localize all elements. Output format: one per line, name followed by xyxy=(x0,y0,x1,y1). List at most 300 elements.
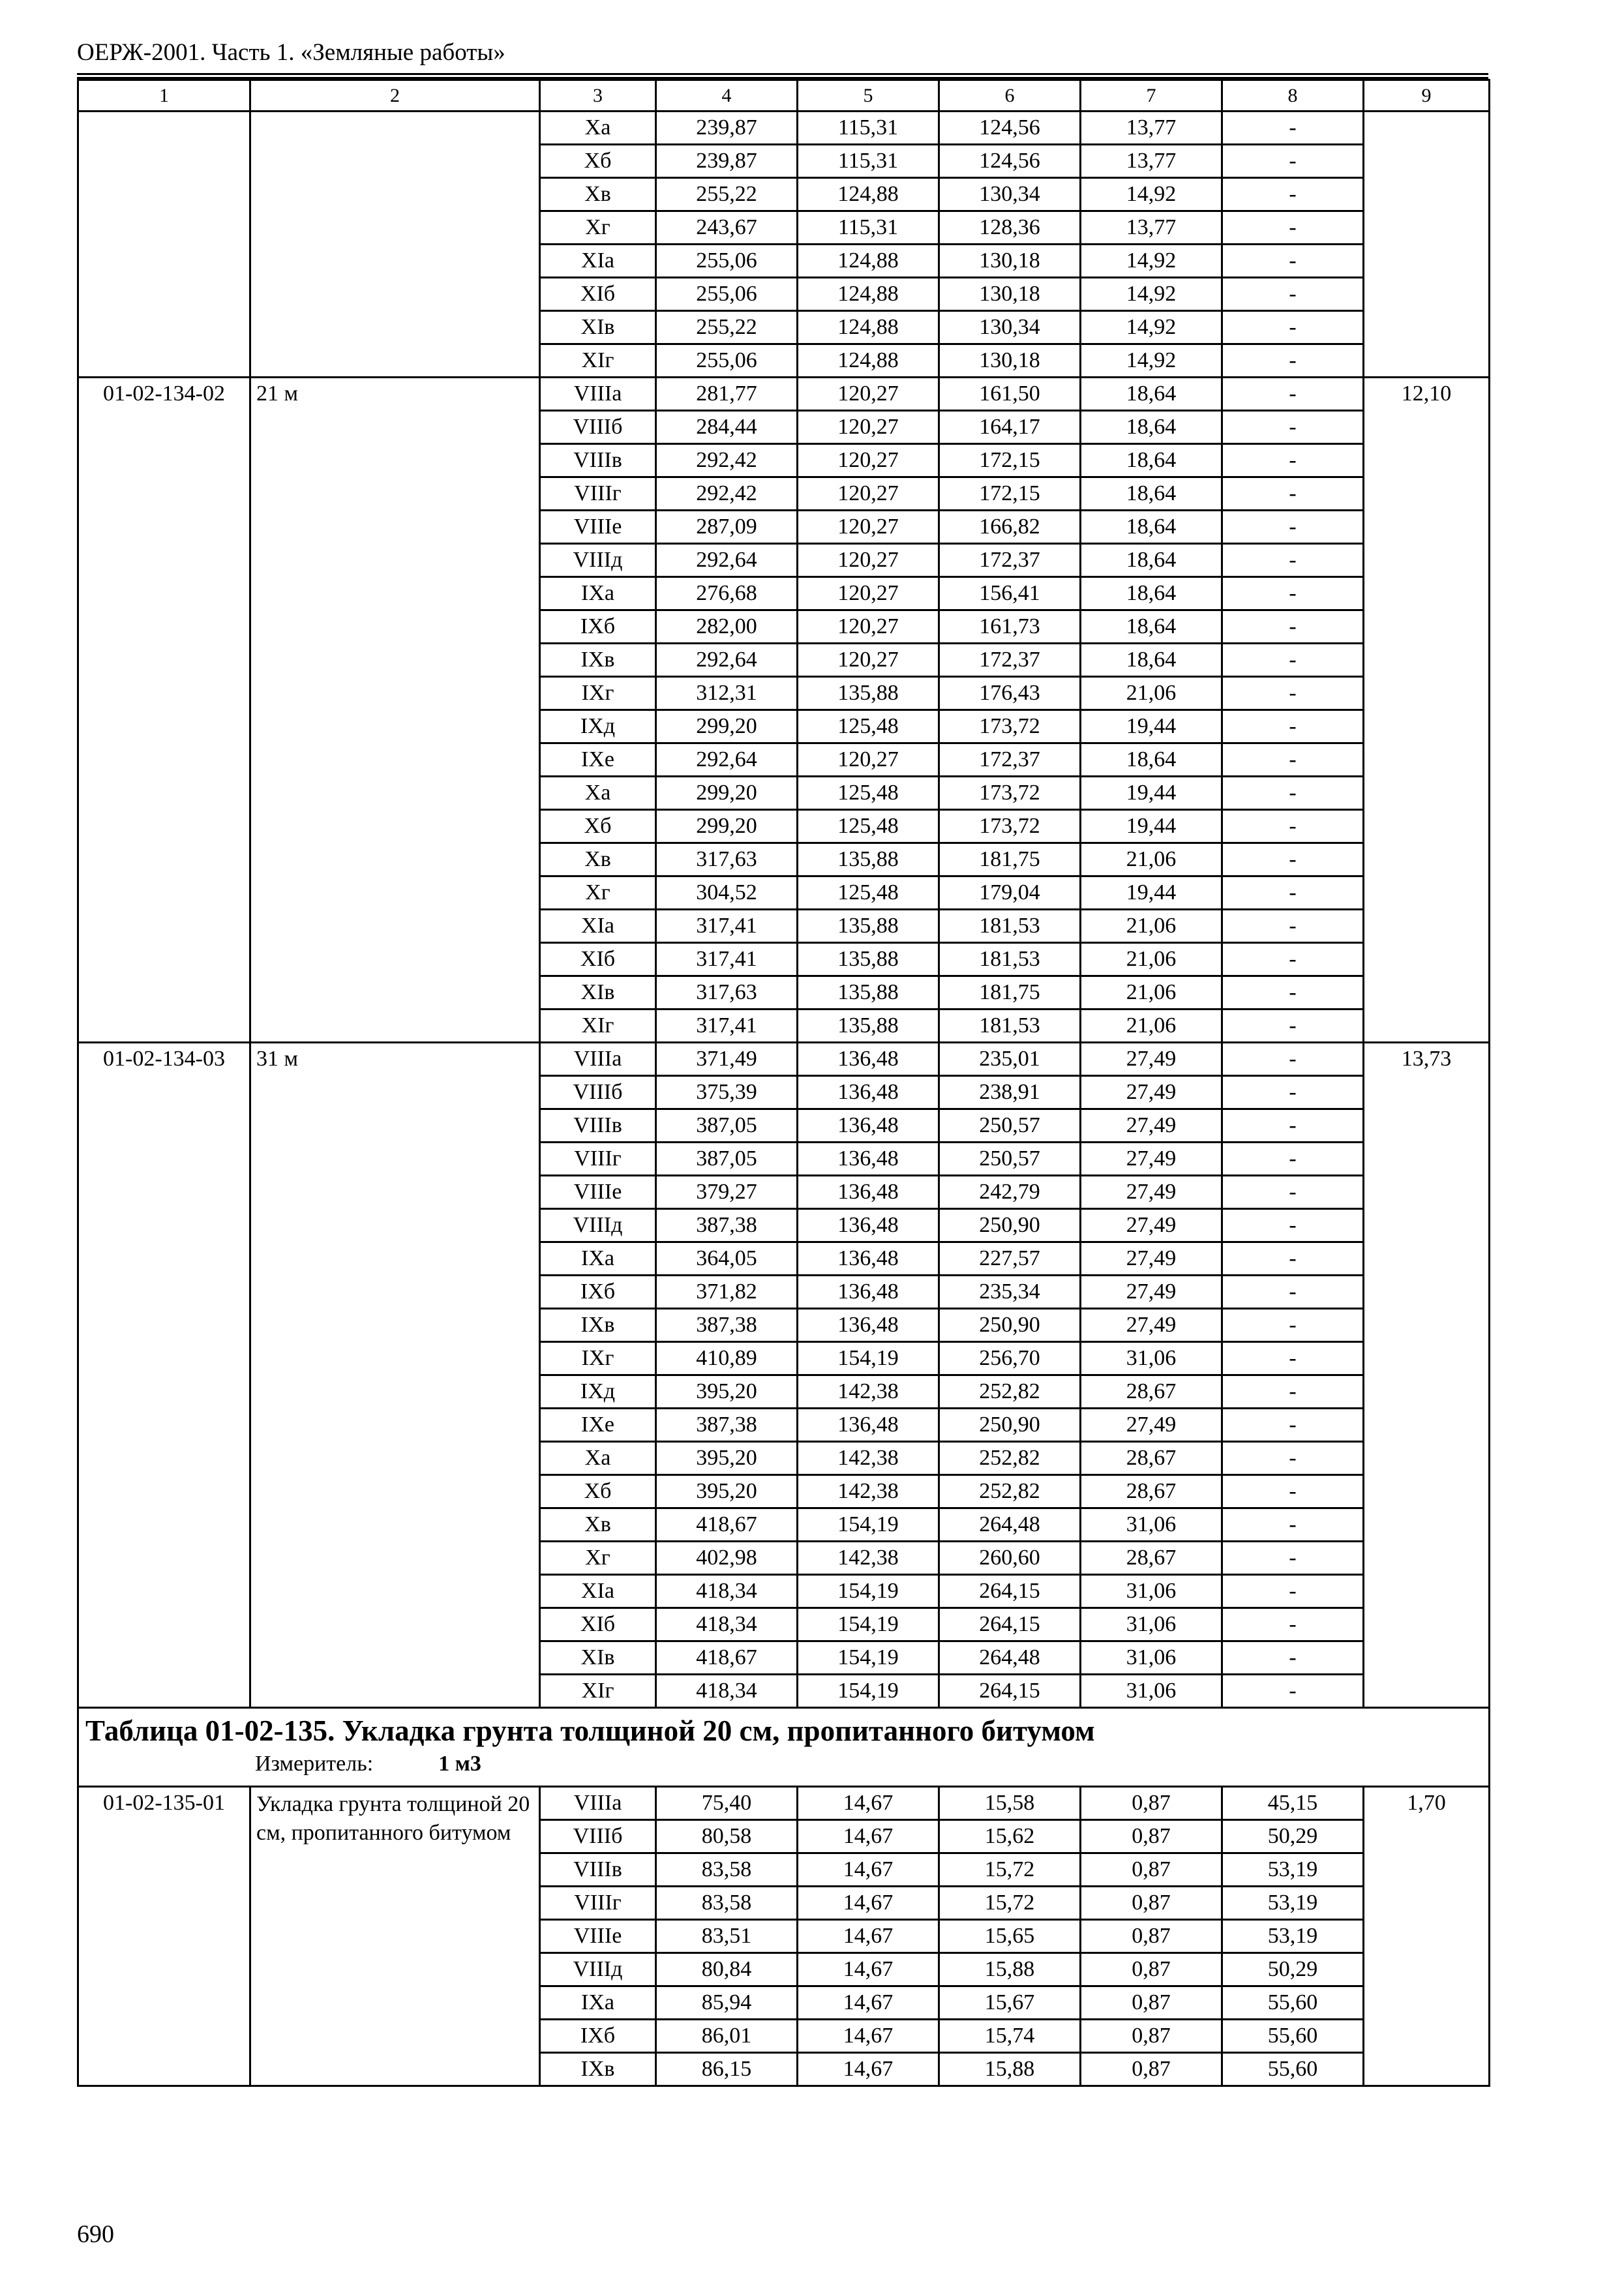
value-cell: - xyxy=(1222,577,1364,610)
value-cell: 136,48 xyxy=(798,1143,939,1176)
value-cell: 124,88 xyxy=(798,311,939,344)
value-cell: 287,09 xyxy=(656,511,798,544)
value-cell: Xб xyxy=(540,145,656,178)
unit-line xyxy=(85,1749,1488,1779)
value-cell: 179,04 xyxy=(939,876,1081,910)
value-cell: 115,31 xyxy=(798,145,939,178)
value-cell: Xг xyxy=(540,876,656,910)
value-cell: 176,43 xyxy=(939,677,1081,710)
unit-label: Измеритель: xyxy=(255,1752,374,1776)
value-cell: 276,68 xyxy=(656,577,798,610)
value-cell: 156,41 xyxy=(939,577,1081,610)
value-cell: 14,67 xyxy=(798,1820,939,1853)
value-cell: 0,87 xyxy=(1081,1820,1222,1853)
value-cell: XIв xyxy=(540,976,656,1010)
value-cell: 15,74 xyxy=(939,2020,1081,2053)
value-cell: 181,53 xyxy=(939,943,1081,976)
value-cell: 21,06 xyxy=(1081,976,1222,1010)
value-cell: 50,29 xyxy=(1222,1820,1364,1853)
value-cell: 120,27 xyxy=(798,544,939,577)
name-cell xyxy=(250,112,540,378)
rates-table xyxy=(77,79,1490,2087)
value-cell: 136,48 xyxy=(798,1109,939,1143)
value-cell: 18,64 xyxy=(1081,644,1222,677)
column-number: 9 xyxy=(1364,80,1490,112)
value-cell: 120,27 xyxy=(798,411,939,444)
value-cell: 14,92 xyxy=(1081,178,1222,211)
code-cell: 01-02-134-02 xyxy=(78,378,250,1043)
value-cell: 255,22 xyxy=(656,311,798,344)
value-cell: 128,36 xyxy=(939,211,1081,245)
name-cell: 21 м xyxy=(250,378,540,1043)
value-cell: 154,19 xyxy=(798,1575,939,1608)
table-row xyxy=(78,112,1490,145)
value-cell: 130,34 xyxy=(939,178,1081,211)
value-cell: XIб xyxy=(540,943,656,976)
value-cell: 264,15 xyxy=(939,1608,1081,1641)
value-cell: XIа xyxy=(540,1575,656,1608)
value-cell: 27,49 xyxy=(1081,1209,1222,1242)
value-cell: 27,49 xyxy=(1081,1043,1222,1076)
value-cell: 395,20 xyxy=(656,1475,798,1508)
value-cell: 172,37 xyxy=(939,544,1081,577)
code-cell: 01-02-134-03 xyxy=(78,1043,250,1708)
page-number: 690 xyxy=(77,2221,114,2248)
value-cell: Xг xyxy=(540,1542,656,1575)
value-cell: 18,64 xyxy=(1081,477,1222,511)
table-row xyxy=(78,1787,1490,1820)
value-cell: 124,56 xyxy=(939,112,1081,145)
value-cell: 31,06 xyxy=(1081,1608,1222,1641)
value-cell: 135,88 xyxy=(798,910,939,943)
value-cell: 292,42 xyxy=(656,477,798,511)
value-cell: 115,31 xyxy=(798,112,939,145)
value-cell: VIIIб xyxy=(540,1076,656,1109)
value-cell: VIIIг xyxy=(540,1143,656,1176)
value-cell: XIа xyxy=(540,245,656,278)
value-cell: 387,05 xyxy=(656,1143,798,1176)
value-cell: 136,48 xyxy=(798,1309,939,1342)
value-cell: 31,06 xyxy=(1081,1575,1222,1608)
value-cell: 292,64 xyxy=(656,544,798,577)
value-cell: 418,34 xyxy=(656,1608,798,1641)
value-cell: 284,44 xyxy=(656,411,798,444)
value-cell: - xyxy=(1222,444,1364,477)
value-cell: 27,49 xyxy=(1081,1309,1222,1342)
value-cell: 86,15 xyxy=(656,2053,798,2086)
value-cell: VIIIе xyxy=(540,1176,656,1209)
value-cell: 0,87 xyxy=(1081,1986,1222,2020)
value-cell: 282,00 xyxy=(656,610,798,644)
value-cell: 130,18 xyxy=(939,245,1081,278)
value-cell: 14,92 xyxy=(1081,311,1222,344)
value-cell: - xyxy=(1222,1409,1364,1442)
value-cell: 292,64 xyxy=(656,743,798,777)
value-cell: 136,48 xyxy=(798,1276,939,1309)
value-cell: 45,15 xyxy=(1222,1787,1364,1820)
value-cell: 250,90 xyxy=(939,1309,1081,1342)
rates-table-body xyxy=(78,80,1490,2086)
value-cell: - xyxy=(1222,344,1364,378)
code-cell: 01-02-135-01 xyxy=(78,1787,250,2086)
value-cell: 125,48 xyxy=(798,710,939,743)
value-cell: - xyxy=(1222,278,1364,311)
value-cell: - xyxy=(1222,1508,1364,1542)
value-cell: 164,17 xyxy=(939,411,1081,444)
name-cell: Укладка грунта толщиной 20 см, пропитанного битумом xyxy=(250,1787,540,2086)
value-cell: 120,27 xyxy=(798,644,939,677)
value-cell: - xyxy=(1222,511,1364,544)
value-cell: - xyxy=(1222,943,1364,976)
value-cell: Xа xyxy=(540,777,656,810)
value-cell: VIIIд xyxy=(540,544,656,577)
value-cell: Xг xyxy=(540,211,656,245)
value-cell: 14,67 xyxy=(798,1853,939,1887)
value-cell: VIIIе xyxy=(540,1920,656,1953)
unit-value: 1 м3 xyxy=(438,1752,481,1776)
value-cell: 53,19 xyxy=(1222,1853,1364,1887)
value-cell: - xyxy=(1222,677,1364,710)
value-cell: 53,19 xyxy=(1222,1920,1364,1953)
value-cell: 387,38 xyxy=(656,1209,798,1242)
value-cell: 264,15 xyxy=(939,1675,1081,1708)
column-number: 2 xyxy=(250,80,540,112)
value-cell: 371,82 xyxy=(656,1276,798,1309)
value-cell: 387,05 xyxy=(656,1109,798,1143)
value-cell: 256,70 xyxy=(939,1342,1081,1375)
value-cell: 264,48 xyxy=(939,1641,1081,1675)
value-cell: XIв xyxy=(540,1641,656,1675)
value-cell: 50,29 xyxy=(1222,1953,1364,1986)
resource-cell xyxy=(1364,112,1490,378)
value-cell: 239,87 xyxy=(656,145,798,178)
value-cell: - xyxy=(1222,1076,1364,1109)
value-cell: 83,58 xyxy=(656,1887,798,1920)
value-cell: 28,67 xyxy=(1081,1542,1222,1575)
value-cell: 15,88 xyxy=(939,1953,1081,1986)
value-cell: 252,82 xyxy=(939,1442,1081,1475)
value-cell: 80,84 xyxy=(656,1953,798,1986)
table-row xyxy=(78,378,1490,411)
resource-cell: 1,70 xyxy=(1364,1787,1490,2086)
value-cell: 14,67 xyxy=(798,2053,939,2086)
value-cell: - xyxy=(1222,311,1364,344)
value-cell: - xyxy=(1222,1276,1364,1309)
value-cell: 317,41 xyxy=(656,1010,798,1043)
value-cell: VIIIб xyxy=(540,411,656,444)
value-cell: 181,53 xyxy=(939,1010,1081,1043)
value-cell: 299,20 xyxy=(656,777,798,810)
value-cell: - xyxy=(1222,1375,1364,1409)
value-cell: 304,52 xyxy=(656,876,798,910)
value-cell: 15,58 xyxy=(939,1787,1081,1820)
value-cell: 14,92 xyxy=(1081,278,1222,311)
value-cell: 418,67 xyxy=(656,1641,798,1675)
value-cell: 136,48 xyxy=(798,1209,939,1242)
value-cell: 395,20 xyxy=(656,1442,798,1475)
value-cell: 161,50 xyxy=(939,378,1081,411)
value-cell: 250,90 xyxy=(939,1209,1081,1242)
value-cell: 255,06 xyxy=(656,344,798,378)
value-cell: - xyxy=(1222,1675,1364,1708)
value-cell: Xв xyxy=(540,1508,656,1542)
value-cell: 317,41 xyxy=(656,943,798,976)
value-cell: - xyxy=(1222,1475,1364,1508)
value-cell: 125,48 xyxy=(798,810,939,843)
value-cell: 161,73 xyxy=(939,610,1081,644)
header-rule-top xyxy=(77,73,1488,75)
value-cell: 124,88 xyxy=(798,278,939,311)
value-cell: 242,79 xyxy=(939,1176,1081,1209)
value-cell: 19,44 xyxy=(1081,777,1222,810)
value-cell: 154,19 xyxy=(798,1342,939,1375)
value-cell: 15,72 xyxy=(939,1853,1081,1887)
value-cell: 31,06 xyxy=(1081,1675,1222,1708)
value-cell: - xyxy=(1222,1342,1364,1375)
value-cell: - xyxy=(1222,411,1364,444)
value-cell: - xyxy=(1222,1575,1364,1608)
value-cell: 292,42 xyxy=(656,444,798,477)
value-cell: 21,06 xyxy=(1081,943,1222,976)
value-cell: 75,40 xyxy=(656,1787,798,1820)
value-cell: 260,60 xyxy=(939,1542,1081,1575)
value-cell: 115,31 xyxy=(798,211,939,245)
value-cell: 14,67 xyxy=(798,2020,939,2053)
value-cell: 14,92 xyxy=(1081,245,1222,278)
value-cell: 142,38 xyxy=(798,1542,939,1575)
value-cell: 28,67 xyxy=(1081,1475,1222,1508)
value-cell: 387,38 xyxy=(656,1309,798,1342)
value-cell: - xyxy=(1222,211,1364,245)
value-cell: VIIIа xyxy=(540,1043,656,1076)
value-cell: 238,91 xyxy=(939,1076,1081,1109)
value-cell: 402,98 xyxy=(656,1542,798,1575)
value-cell: 135,88 xyxy=(798,943,939,976)
table-row xyxy=(78,1043,1490,1076)
value-cell: - xyxy=(1222,1209,1364,1242)
value-cell: Xб xyxy=(540,1475,656,1508)
value-cell: 252,82 xyxy=(939,1375,1081,1409)
value-cell: - xyxy=(1222,876,1364,910)
value-cell: IXг xyxy=(540,677,656,710)
value-cell: 235,34 xyxy=(939,1276,1081,1309)
value-cell: 0,87 xyxy=(1081,1787,1222,1820)
value-cell: 410,89 xyxy=(656,1342,798,1375)
table-title-row xyxy=(78,1708,1490,1787)
value-cell: IXд xyxy=(540,1375,656,1409)
value-cell: 125,48 xyxy=(798,777,939,810)
value-cell: 130,18 xyxy=(939,278,1081,311)
value-cell: - xyxy=(1222,610,1364,644)
value-cell: Xв xyxy=(540,843,656,876)
value-cell: 19,44 xyxy=(1081,876,1222,910)
value-cell: 18,64 xyxy=(1081,577,1222,610)
value-cell: 135,88 xyxy=(798,843,939,876)
value-cell: - xyxy=(1222,112,1364,145)
value-cell: 142,38 xyxy=(798,1442,939,1475)
value-cell: 18,64 xyxy=(1081,411,1222,444)
value-cell: 31,06 xyxy=(1081,1641,1222,1675)
value-cell: 120,27 xyxy=(798,610,939,644)
value-cell: 14,92 xyxy=(1081,344,1222,378)
value-cell: 28,67 xyxy=(1081,1442,1222,1475)
value-cell: 317,63 xyxy=(656,976,798,1010)
value-cell: IXб xyxy=(540,2020,656,2053)
value-cell: - xyxy=(1222,544,1364,577)
value-cell: 83,58 xyxy=(656,1853,798,1887)
column-number: 3 xyxy=(540,80,656,112)
value-cell: VIIIд xyxy=(540,1953,656,1986)
value-cell: 317,41 xyxy=(656,910,798,943)
value-cell: 15,62 xyxy=(939,1820,1081,1853)
value-cell: XIб xyxy=(540,278,656,311)
column-number: 5 xyxy=(798,80,939,112)
value-cell: 55,60 xyxy=(1222,2020,1364,2053)
value-cell: XIг xyxy=(540,1010,656,1043)
value-cell: 124,88 xyxy=(798,344,939,378)
resource-cell: 12,10 xyxy=(1364,378,1490,1043)
value-cell: 154,19 xyxy=(798,1608,939,1641)
column-number: 6 xyxy=(939,80,1081,112)
value-cell: 181,75 xyxy=(939,976,1081,1010)
value-cell: Xа xyxy=(540,1442,656,1475)
value-cell: - xyxy=(1222,743,1364,777)
value-cell: 21,06 xyxy=(1081,677,1222,710)
value-cell: 21,06 xyxy=(1081,910,1222,943)
value-cell: 13,77 xyxy=(1081,145,1222,178)
value-cell: 250,57 xyxy=(939,1109,1081,1143)
value-cell: 235,01 xyxy=(939,1043,1081,1076)
value-cell: IXв xyxy=(540,1309,656,1342)
value-cell: 18,64 xyxy=(1081,743,1222,777)
value-cell: VIIIб xyxy=(540,1820,656,1853)
value-cell: 250,57 xyxy=(939,1143,1081,1176)
value-cell: 387,38 xyxy=(656,1409,798,1442)
value-cell: - xyxy=(1222,1143,1364,1176)
value-cell: - xyxy=(1222,1309,1364,1342)
value-cell: - xyxy=(1222,178,1364,211)
value-cell: 13,77 xyxy=(1081,211,1222,245)
value-cell: 312,31 xyxy=(656,677,798,710)
value-cell: 292,64 xyxy=(656,644,798,677)
value-cell: - xyxy=(1222,1043,1364,1076)
value-cell: 317,63 xyxy=(656,843,798,876)
value-cell: 250,90 xyxy=(939,1409,1081,1442)
value-cell: 124,88 xyxy=(798,178,939,211)
value-cell: 379,27 xyxy=(656,1176,798,1209)
value-cell: IXб xyxy=(540,610,656,644)
value-cell: 28,67 xyxy=(1081,1375,1222,1409)
value-cell: 418,67 xyxy=(656,1508,798,1542)
value-cell: 14,67 xyxy=(798,1887,939,1920)
value-cell: 135,88 xyxy=(798,677,939,710)
value-cell: 172,37 xyxy=(939,743,1081,777)
value-cell: 371,49 xyxy=(656,1043,798,1076)
value-cell: 0,87 xyxy=(1081,1853,1222,1887)
value-cell: 18,64 xyxy=(1081,511,1222,544)
value-cell: 19,44 xyxy=(1081,710,1222,743)
value-cell: 172,37 xyxy=(939,644,1081,677)
name-cell: 31 м xyxy=(250,1043,540,1708)
value-cell: 80,58 xyxy=(656,1820,798,1853)
value-cell: 255,06 xyxy=(656,245,798,278)
value-cell: 18,64 xyxy=(1081,378,1222,411)
value-cell: 136,48 xyxy=(798,1076,939,1109)
value-cell: VIIIа xyxy=(540,1787,656,1820)
value-cell: 136,48 xyxy=(798,1242,939,1276)
value-cell: 120,27 xyxy=(798,511,939,544)
value-cell: 136,48 xyxy=(798,1409,939,1442)
value-cell: 154,19 xyxy=(798,1508,939,1542)
value-cell: 14,67 xyxy=(798,1953,939,1986)
value-cell: VIIIв xyxy=(540,1109,656,1143)
value-cell: 14,67 xyxy=(798,1920,939,1953)
value-cell: 135,88 xyxy=(798,976,939,1010)
value-cell: 21,06 xyxy=(1081,1010,1222,1043)
value-cell: 154,19 xyxy=(798,1675,939,1708)
value-cell: VIIIв xyxy=(540,444,656,477)
value-cell: 15,72 xyxy=(939,1887,1081,1920)
value-cell: 135,88 xyxy=(798,1010,939,1043)
value-cell: 120,27 xyxy=(798,378,939,411)
value-cell: 124,56 xyxy=(939,145,1081,178)
value-cell: VIIIд xyxy=(540,1209,656,1242)
value-cell: 173,72 xyxy=(939,777,1081,810)
value-cell: 172,15 xyxy=(939,477,1081,511)
value-cell: 181,53 xyxy=(939,910,1081,943)
page-header: ОЕРЖ-2001. Часть 1. «Земляные работы» xyxy=(77,39,505,66)
value-cell: 0,87 xyxy=(1081,2020,1222,2053)
value-cell: 264,48 xyxy=(939,1508,1081,1542)
value-cell: IXв xyxy=(540,2053,656,2086)
value-cell: - xyxy=(1222,710,1364,743)
resource-cell: 13,73 xyxy=(1364,1043,1490,1708)
value-cell: - xyxy=(1222,1109,1364,1143)
value-cell: 264,15 xyxy=(939,1575,1081,1608)
value-cell: 395,20 xyxy=(656,1375,798,1409)
value-cell: Xв xyxy=(540,178,656,211)
value-cell: 299,20 xyxy=(656,710,798,743)
value-cell: 227,57 xyxy=(939,1242,1081,1276)
table-title: Таблица 01-02-135. Укладка грунта толщиной 20 см, пропитанного битумом xyxy=(85,1714,1095,1747)
value-cell: IXг xyxy=(540,1342,656,1375)
value-cell: 243,67 xyxy=(656,211,798,245)
value-cell: 19,44 xyxy=(1081,810,1222,843)
value-cell: - xyxy=(1222,1010,1364,1043)
value-cell: - xyxy=(1222,1608,1364,1641)
value-cell: 375,39 xyxy=(656,1076,798,1109)
value-cell: VIIIг xyxy=(540,1887,656,1920)
value-cell: 53,19 xyxy=(1222,1887,1364,1920)
value-cell: - xyxy=(1222,477,1364,511)
value-cell: IXа xyxy=(540,1242,656,1276)
value-cell: - xyxy=(1222,777,1364,810)
value-cell: 15,67 xyxy=(939,1986,1081,2020)
value-cell: - xyxy=(1222,245,1364,278)
value-cell: 130,34 xyxy=(939,311,1081,344)
value-cell: 130,18 xyxy=(939,344,1081,378)
value-cell: VIIIе xyxy=(540,511,656,544)
value-cell: - xyxy=(1222,1442,1364,1475)
value-cell: 27,49 xyxy=(1081,1109,1222,1143)
value-cell: - xyxy=(1222,145,1364,178)
value-cell: 27,49 xyxy=(1081,1276,1222,1309)
value-cell: - xyxy=(1222,1176,1364,1209)
value-cell: 418,34 xyxy=(656,1675,798,1708)
value-cell: 0,87 xyxy=(1081,1953,1222,1986)
value-cell: IXа xyxy=(540,1986,656,2020)
value-cell: - xyxy=(1222,976,1364,1010)
